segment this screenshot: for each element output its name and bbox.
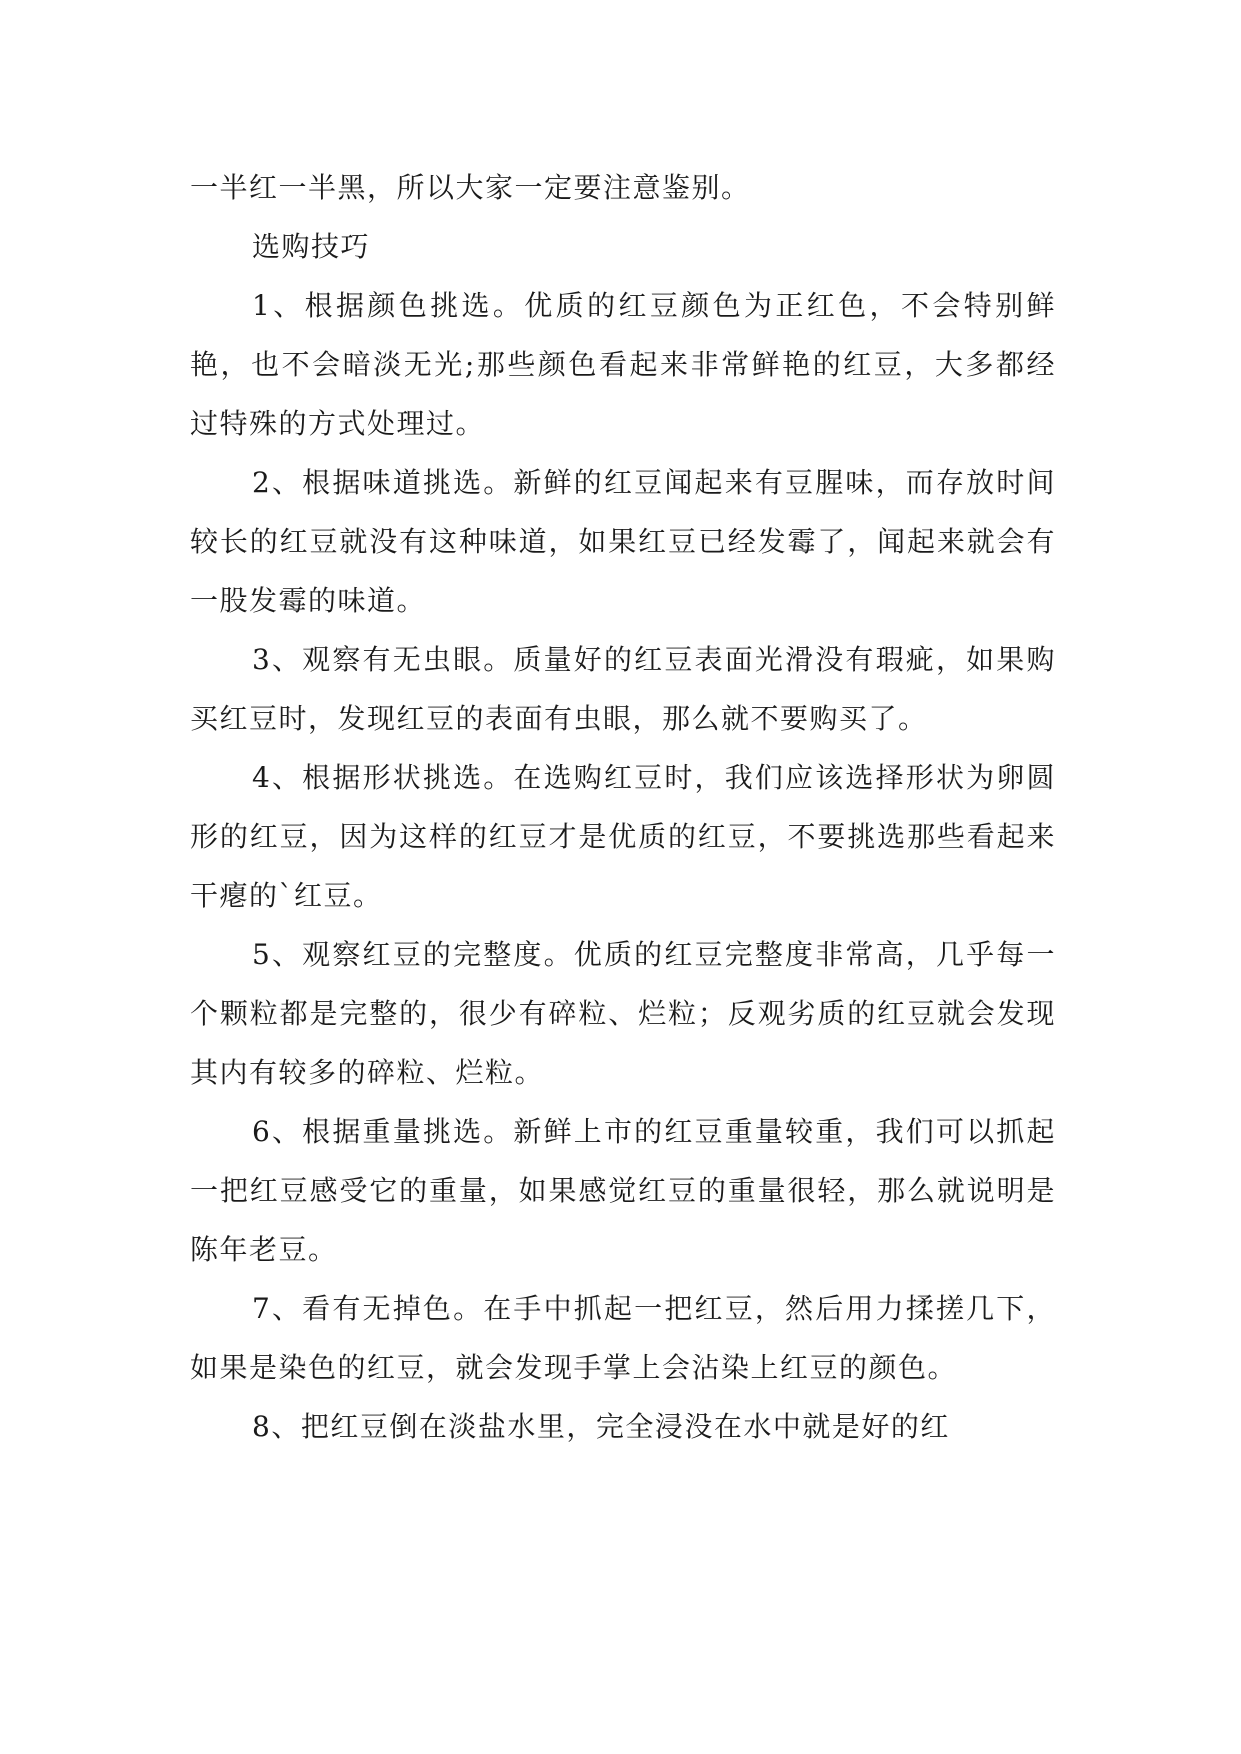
section-heading-buying-tips: 选购技巧: [252, 230, 371, 263]
paragraph-tip-8: 8、把红豆倒在淡盐水里，完全浸没在水中就是好的红: [252, 1410, 950, 1443]
paragraph-tip-5: 5、观察红豆的完整度。优质的红豆完整度非常高，几乎每一个颗粒都是完整的，很少有碎粒、烂粒；反观劣质的红豆就会发现其内有较多的碎粒、烂粒。: [190, 938, 1056, 1089]
paragraph-tip-2: 2、根据味道挑选。新鲜的红豆闻起来有豆腥味，而存放时间较长的红豆就没有这种味道，如果红豆已经发霉了，闻起来就会有一股发霉的味道。: [190, 466, 1056, 617]
paragraph-tip-7: 7、看有无掉色。在手中抓起一把红豆，然后用力揉搓几下，如果是染色的红豆，就会发现手掌上会沾染上红豆的颜色。: [190, 1292, 1056, 1384]
paragraph-tip-6: 6、根据重量挑选。新鲜上市的红豆重量较重，我们可以抓起一把红豆感受它的重量，如果感觉红豆的重量很轻，那么就说明是陈年老豆。: [190, 1115, 1056, 1266]
paragraph-continuation: 一半红一半黑，所以大家一定要注意鉴别。: [190, 171, 751, 204]
document-body: [190, 158, 1056, 1456]
paragraph-tip-1: 1、根据颜色挑选。优质的红豆颜色为正红色，不会特别鲜艳，也不会暗淡无光;那些颜色看起来非常鲜艳的红豆，大多都经过特殊的方式处理过。: [190, 289, 1056, 440]
paragraph-tip-3: 3、观察有无虫眼。质量好的红豆表面光滑没有瑕疵，如果购买红豆时，发现红豆的表面有虫眼，那么就不要购买了。: [190, 643, 1056, 735]
paragraph-tip-4: 4、根据形状挑选。在选购红豆时，我们应该选择形状为卵圆形的红豆，因为这样的红豆才是优质的红豆，不要挑选那些看起来干瘪的`红豆。: [190, 761, 1056, 912]
